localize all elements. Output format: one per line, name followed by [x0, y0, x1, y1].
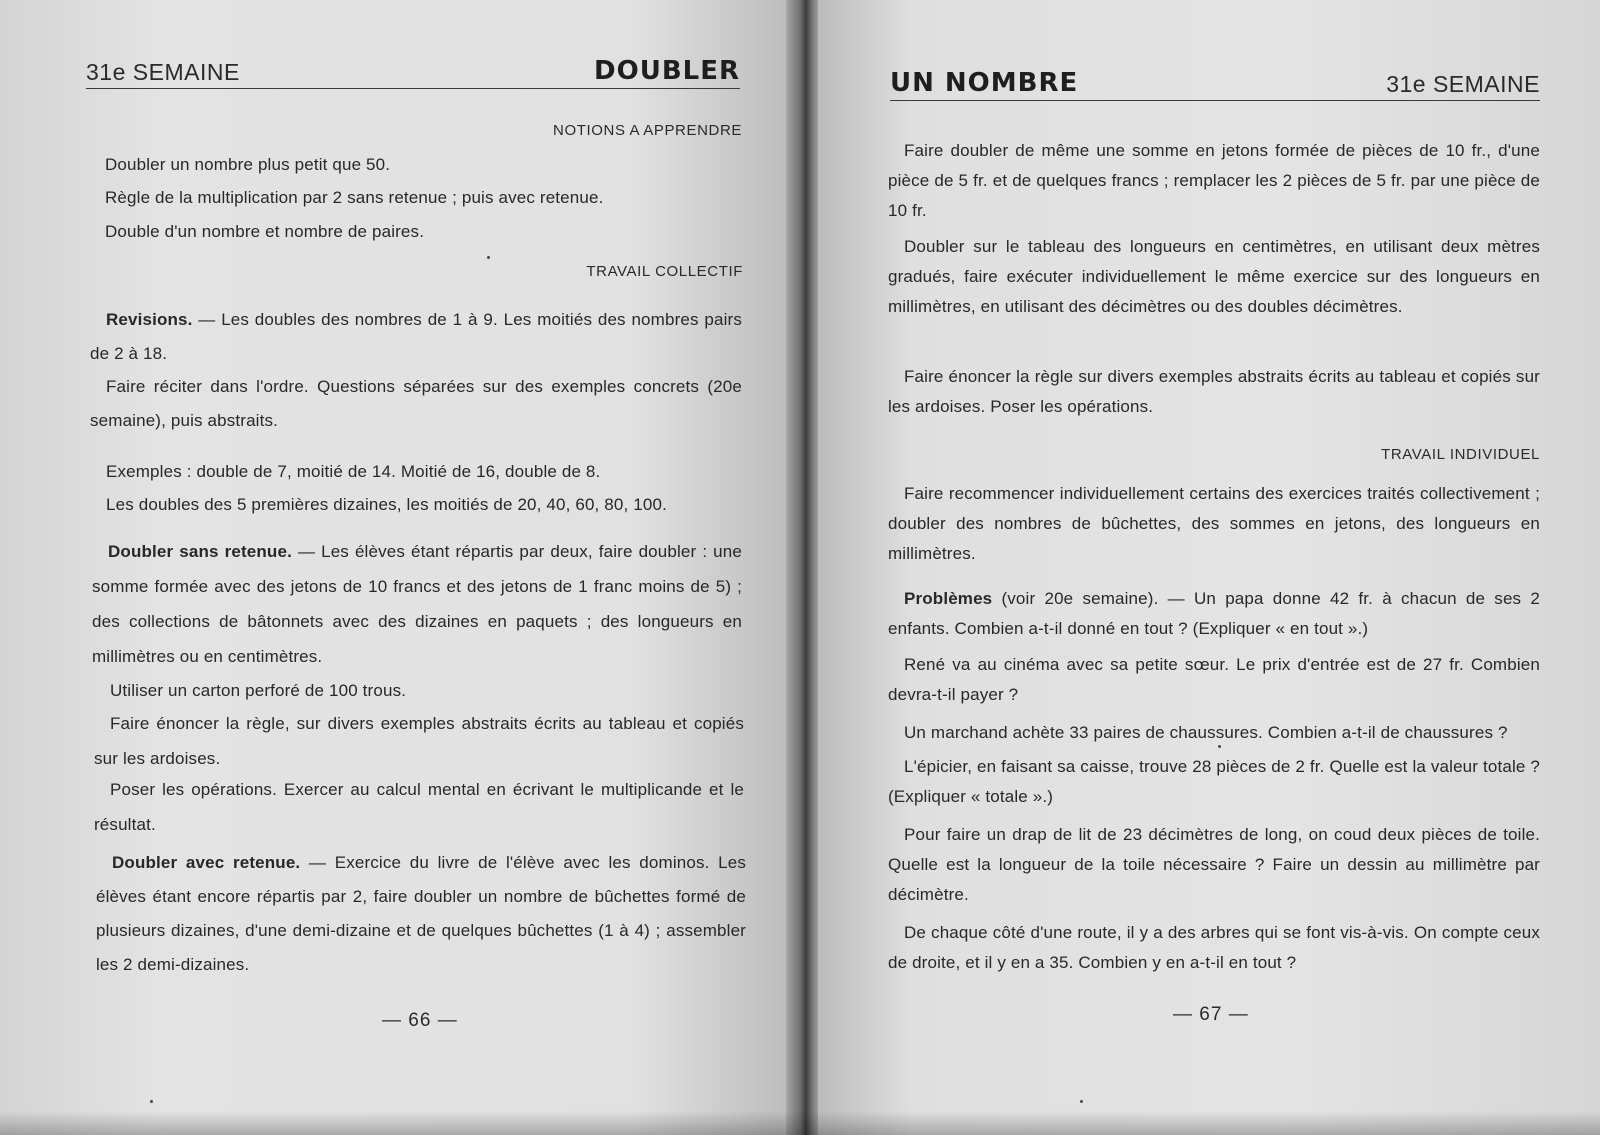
revisions-paragraph — [90, 303, 742, 371]
dizaines-paragraph: Les doubles des 5 premières dizaines, les moitiés de 20, 40, 60, 80, 100. — [106, 495, 667, 514]
problemes-label: Problèmes — [904, 589, 993, 608]
problemes-intro: (voir 20e semaine). — Un papa donne 42 fr. à chacun de ses 2 enfants. Combien a-t-il donné en tout ? (Expliquer « en tout ».) — [888, 589, 1540, 638]
probleme-item: L'épicier, en faisant sa caisse, trouve 28 pièces de 2 fr. Quelle est la valeur totale ? (Expliquer « totale ».) — [888, 757, 1540, 806]
longueurs-paragraph: Doubler sur le tableau des longueurs en centimètres, en utilisant deux mètres gradués, faire exécuter individuellement le même exercice sur des longueurs en millimètres, en utilisant des décimètres ou des doubles décimètres. — [888, 237, 1540, 316]
poser-paragraph: Poser les opérations. Exercer au calcul mental en écrivant le multiplicande et le résultat. — [94, 780, 744, 834]
right-page — [818, 0, 1600, 1135]
page-number-66: — 66 — — [382, 1010, 458, 1031]
notion-item: Double d'un nombre et nombre de paires. — [105, 222, 425, 241]
week-label: 31e SEMAINE — [1386, 71, 1540, 97]
jetons-paragraph: Faire doubler de même une somme en jetons formée de pièces de 10 fr., d'une pièce de 5 fr. et de quelques francs ; remplacer les 2 pièces de 5 fr. par une pièce de 10 fr. — [888, 141, 1540, 220]
revisions-label: Revisions. — [106, 310, 193, 329]
probleme-item: Pour faire un drap de lit de 23 décimètres de long, on coud deux pièces de toile. Quelle est la longueur de la toile nécessaire ? Faire un dessin au millimètre par décimètre. — [888, 825, 1540, 904]
paper-speck — [150, 1100, 153, 1103]
chapter-title: UN NOMBRE — [890, 68, 1079, 98]
collectif-heading: TRAVAIL COLLECTIF — [586, 263, 743, 280]
probleme-item: De chaque côté d'une route, il y a des arbres qui se font vis-à-vis. On compte ceux de droite, et il y en a 35. Combien y en a-t-il en tout ? — [888, 923, 1540, 972]
bottom-shadow — [0, 1111, 1600, 1135]
notion-item: Règle de la multiplication par 2 sans retenue ; puis avec retenue. — [105, 188, 604, 207]
carton-paragraph: Utiliser un carton perforé de 100 trous. — [110, 681, 407, 700]
avec-retenue-text: — Exercice du livre de l'élève avec les dominos. Les élèves étant encore répartis par 2, faire doubler un nombre de bûchettes formé de plusieurs dizaines, d'une demi-dizaine et de quelques bûchettes (1 à 4) ; assembler les 2 demi-dizaines. — [96, 853, 746, 974]
probleme-item: Un marchand achète 33 paires de chaussures. Combien a-t-il de chaussures ? — [904, 723, 1508, 742]
avec-retenue-label: Doubler avec retenue. — [112, 853, 301, 872]
left-page-header — [86, 56, 740, 89]
individuel-heading: TRAVAIL INDIVIDUEL — [1381, 446, 1540, 463]
notions-heading: NOTIONS A APPRENDRE — [553, 122, 742, 139]
notion-item: Doubler un nombre plus petit que 50. — [105, 155, 391, 174]
problemes-paragraph — [888, 584, 1540, 644]
chapter-title: DOUBLER — [594, 56, 740, 86]
avec-retenue-paragraph — [96, 846, 746, 982]
paper-speck — [1080, 1100, 1083, 1103]
regle-paragraph: Faire énoncer la règle sur divers exemples abstraits écrits au tableau et copiés sur les ardoises. Poser les opérations. — [888, 367, 1540, 416]
paper-speck — [1218, 745, 1221, 748]
reciter-paragraph: Faire réciter dans l'ordre. Questions séparées sur des exemples concrets (20e semaine), puis abstraits. — [90, 377, 742, 430]
exemples-paragraph: Exemples : double de 7, moitié de 14. Moitié de 16, double de 8. — [106, 462, 601, 481]
right-page-header — [890, 68, 1540, 101]
book-gutter — [786, 0, 822, 1135]
sans-retenue-paragraph — [92, 534, 742, 674]
sans-retenue-text: — Les élèves étant répartis par deux, faire doubler : une somme formée avec des jetons de 10 francs et des jetons de 1 franc moins de 5) ; des collections de bâtonnets avec des dizaines en paquets ; des longueurs en millimètres ou en centimètres. — [92, 542, 743, 666]
paper-speck — [487, 256, 490, 259]
individuel-paragraph: Faire recommencer individuellement certains des exercices traités collectivement ; doubler des nombres de bûchettes, des sommes en jetons, des longueurs en millimètres. — [888, 484, 1540, 563]
revisions-text: — Les doubles des nombres de 1 à 9. Les moitiés des nombres pairs de 2 à 18. — [90, 310, 742, 363]
left-page — [0, 0, 790, 1135]
sans-retenue-label: Doubler sans retenue. — [108, 542, 292, 561]
probleme-item: René va au cinéma avec sa petite sœur. Le prix d'entrée est de 27 fr. Combien devra-t-il payer ? — [888, 655, 1540, 704]
enoncer-paragraph: Faire énoncer la règle, sur divers exemples abstraits écrits au tableau et copiés sur les ardoises. — [94, 714, 744, 768]
page-number-67: — 67 — — [1173, 1004, 1249, 1025]
week-label: 31e SEMAINE — [86, 59, 240, 85]
